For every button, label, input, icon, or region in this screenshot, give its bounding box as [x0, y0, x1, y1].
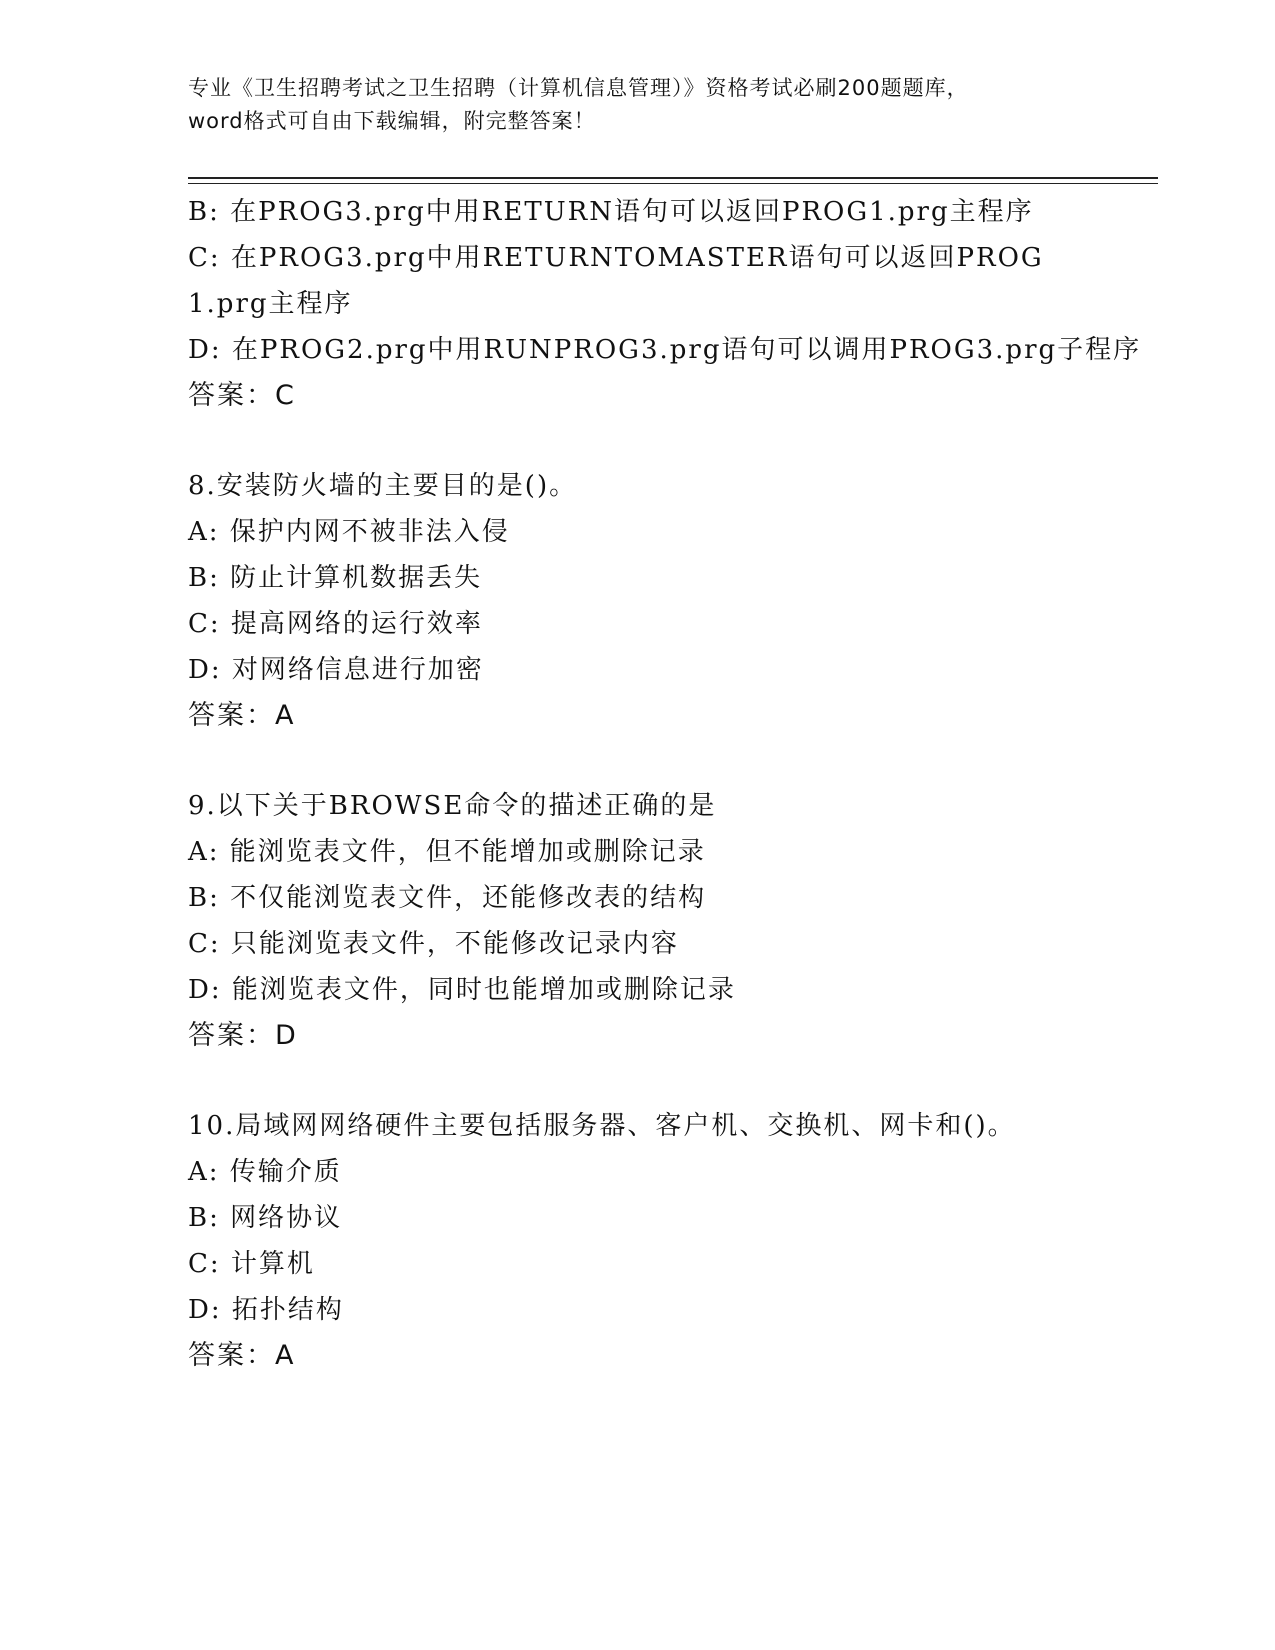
header-divider-thin [188, 183, 1158, 184]
document-header [188, 72, 1088, 138]
question-stem: 9.以下关于BROWSE命令的描述正确的是 [188, 791, 717, 821]
option-a: A: 传输介质 [188, 1157, 342, 1187]
question-8 [188, 463, 1068, 739]
question-9 [188, 783, 1068, 1059]
answer: 答案：C [188, 380, 296, 411]
option-d: D: 在PROG2.prg中用RUNPROG3.prg语句可以调用PROG3.prg子程序 [188, 335, 1142, 365]
option-b: B: 网络协议 [188, 1203, 343, 1233]
option-d: D: 对网络信息进行加密 [188, 655, 484, 685]
question-content [188, 189, 1142, 1379]
question-7-tail [188, 189, 1142, 419]
answer: 答案：A [188, 700, 296, 731]
question-stem: 8.安装防火墙的主要目的是()。 [188, 471, 578, 501]
option-c: C: 计算机 [188, 1249, 315, 1279]
option-c: C: 在PROG3.prg中用RETURNTOMASTER语句可以返回PROG1.prg主程序 [188, 243, 1044, 319]
option-c: C: 提高网络的运行效率 [188, 609, 483, 639]
option-a: A: 保护内网不被非法入侵 [188, 517, 510, 547]
option-b: B: 防止计算机数据丢失 [188, 563, 483, 593]
header-divider-thick [188, 177, 1158, 179]
answer: 答案：D [188, 1020, 298, 1051]
option-d: D: 拓扑结构 [188, 1295, 344, 1325]
option-a: A: 能浏览表文件，但不能增加或删除记录 [188, 837, 706, 867]
header-line-2: word格式可自由下载编辑，附完整答案！ [188, 109, 596, 133]
answer: 答案：A [188, 1340, 296, 1371]
header-line-1: 专业《卫生招聘考试之卫生招聘（计算机信息管理）》资格考试必刷200题题库， [188, 76, 969, 100]
question-stem: 10.局域网网络硬件主要包括服务器、客户机、交换机、网卡和()。 [188, 1111, 1016, 1141]
question-10 [188, 1103, 1068, 1379]
option-b: B: 在PROG3.prg中用RETURN语句可以返回PROG1.prg主程序 [188, 197, 1034, 227]
option-d: D: 能浏览表文件，同时也能增加或删除记录 [188, 975, 736, 1005]
option-b: B: 不仅能浏览表文件，还能修改表的结构 [188, 883, 707, 913]
option-c: C: 只能浏览表文件，不能修改记录内容 [188, 929, 679, 959]
